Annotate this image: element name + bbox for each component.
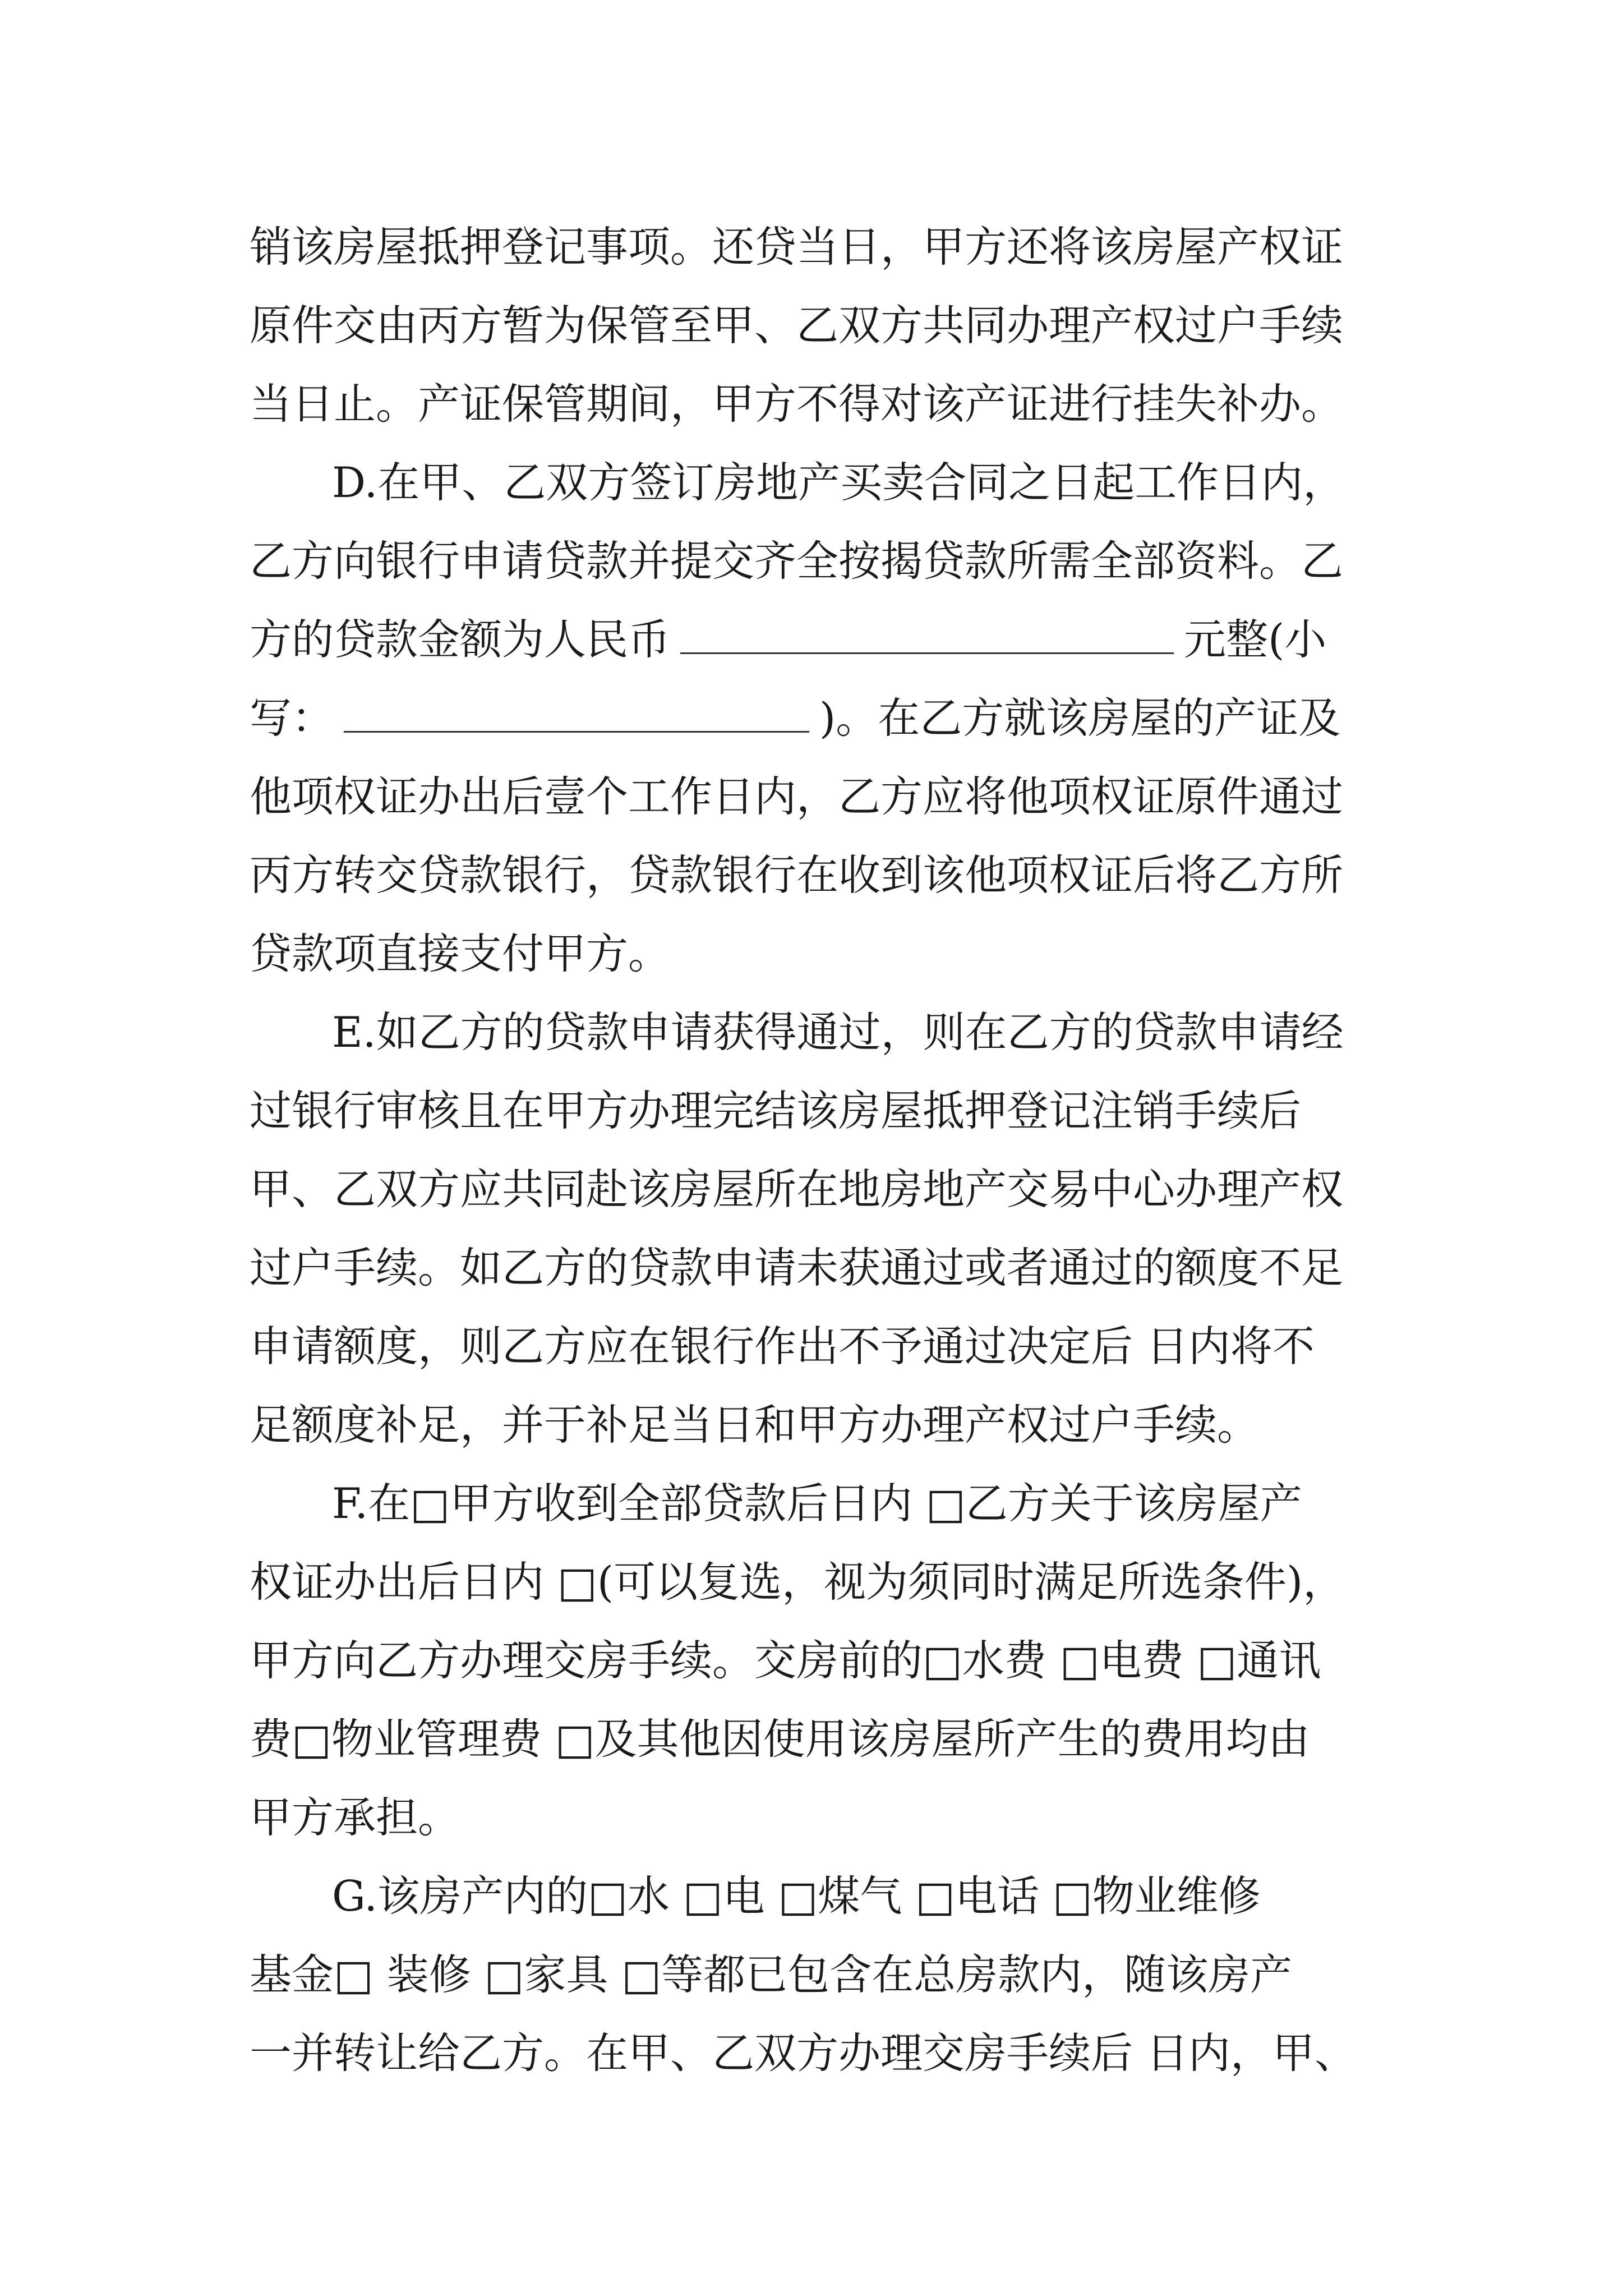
paragraph-line: 甲方向乙方办理交房手续。交房前的□水费 □电费 □通讯 (250, 1636, 1321, 1685)
paragraph-line: 贷款项直接支付甲方。 (250, 929, 671, 978)
clause-f-heading-line: F.在□甲方收到全部贷款后日内 □乙方关于该房屋产 (332, 1479, 1302, 1528)
paragraph-line: 足额度补足，并于补足当日和甲方办理产权过户手续。 (250, 1400, 1260, 1450)
loan-amount-blank[interactable] (680, 619, 1174, 654)
paragraph-line: 基金□ 装修 □家具 □等都已包含在总房款内，随该房产 (250, 1950, 1293, 1999)
paragraph-line: 丙方转交贷款银行，贷款银行在收到该他项权证后将乙方所 (250, 850, 1344, 900)
loan-amount-line (250, 611, 1326, 668)
clause-d-heading-line: D.在甲、乙双方签订房地产买卖合同之日起工作日内， (332, 458, 1345, 507)
paragraph-line: 甲、乙双方应共同赴该房屋所在地房地产交易中心办理产权 (250, 1165, 1344, 1214)
loan-amount-suffix: 元整(小 (1184, 615, 1327, 664)
small-amount-blank[interactable] (344, 697, 809, 733)
clause-e-heading-line: E.如乙方的贷款申请获得通过，则在乙方的贷款申请经 (332, 1007, 1344, 1057)
small-amount-label: 写： (250, 693, 334, 743)
paragraph-line: 一并转让给乙方。在甲、乙双方办理交房手续后 日内，甲、 (250, 2028, 1357, 2078)
paragraph-line: 销该房屋抵押登记事项。还贷当日，甲方还将该房屋产权证 (250, 222, 1344, 272)
paragraph-line: 原件交由丙方暂为保管至甲、乙双方共同办理产权过户手续 (250, 301, 1344, 350)
loan-amount-label: 方的贷款金额为人民币 (250, 615, 671, 664)
paragraph-line: 甲方承担。 (250, 1793, 460, 1842)
paragraph-line: 乙方向银行申请贷款并提交齐全按揭贷款所需全部资料。乙 (250, 536, 1344, 586)
paragraph-line: 当日止。产证保管期间，甲方不得对该产证进行挂失补办。 (250, 379, 1344, 429)
clause-g-heading-line: G.该房产内的□水 □电 □煤气 □电话 □物业维修 (332, 1871, 1261, 1921)
loan-amount-small-line (250, 690, 1340, 746)
paragraph-line: 申请额度，则乙方应在银行作出不予通过决定后 日内将不 (250, 1322, 1315, 1371)
paragraph-line: 费□物业管理费 □及其他因使用该房屋所产生的费用均由 (250, 1714, 1310, 1764)
paragraph-line: 权证办出后日内 □(可以复选，视为须同时满足所选条件)， (250, 1557, 1345, 1607)
paragraph-line: 过户手续。如乙方的贷款申请未获通过或者通过的额度不足 (250, 1243, 1344, 1292)
paragraph-line: 过银行审核且在甲方办理完结该房屋抵押登记注销手续后 (250, 1086, 1302, 1135)
small-amount-suffix: )。在乙方就该房屋的产证及 (819, 693, 1341, 743)
paragraph-line: 他项权证办出后壹个工作日内，乙方应将他项权证原件通过 (250, 772, 1344, 821)
